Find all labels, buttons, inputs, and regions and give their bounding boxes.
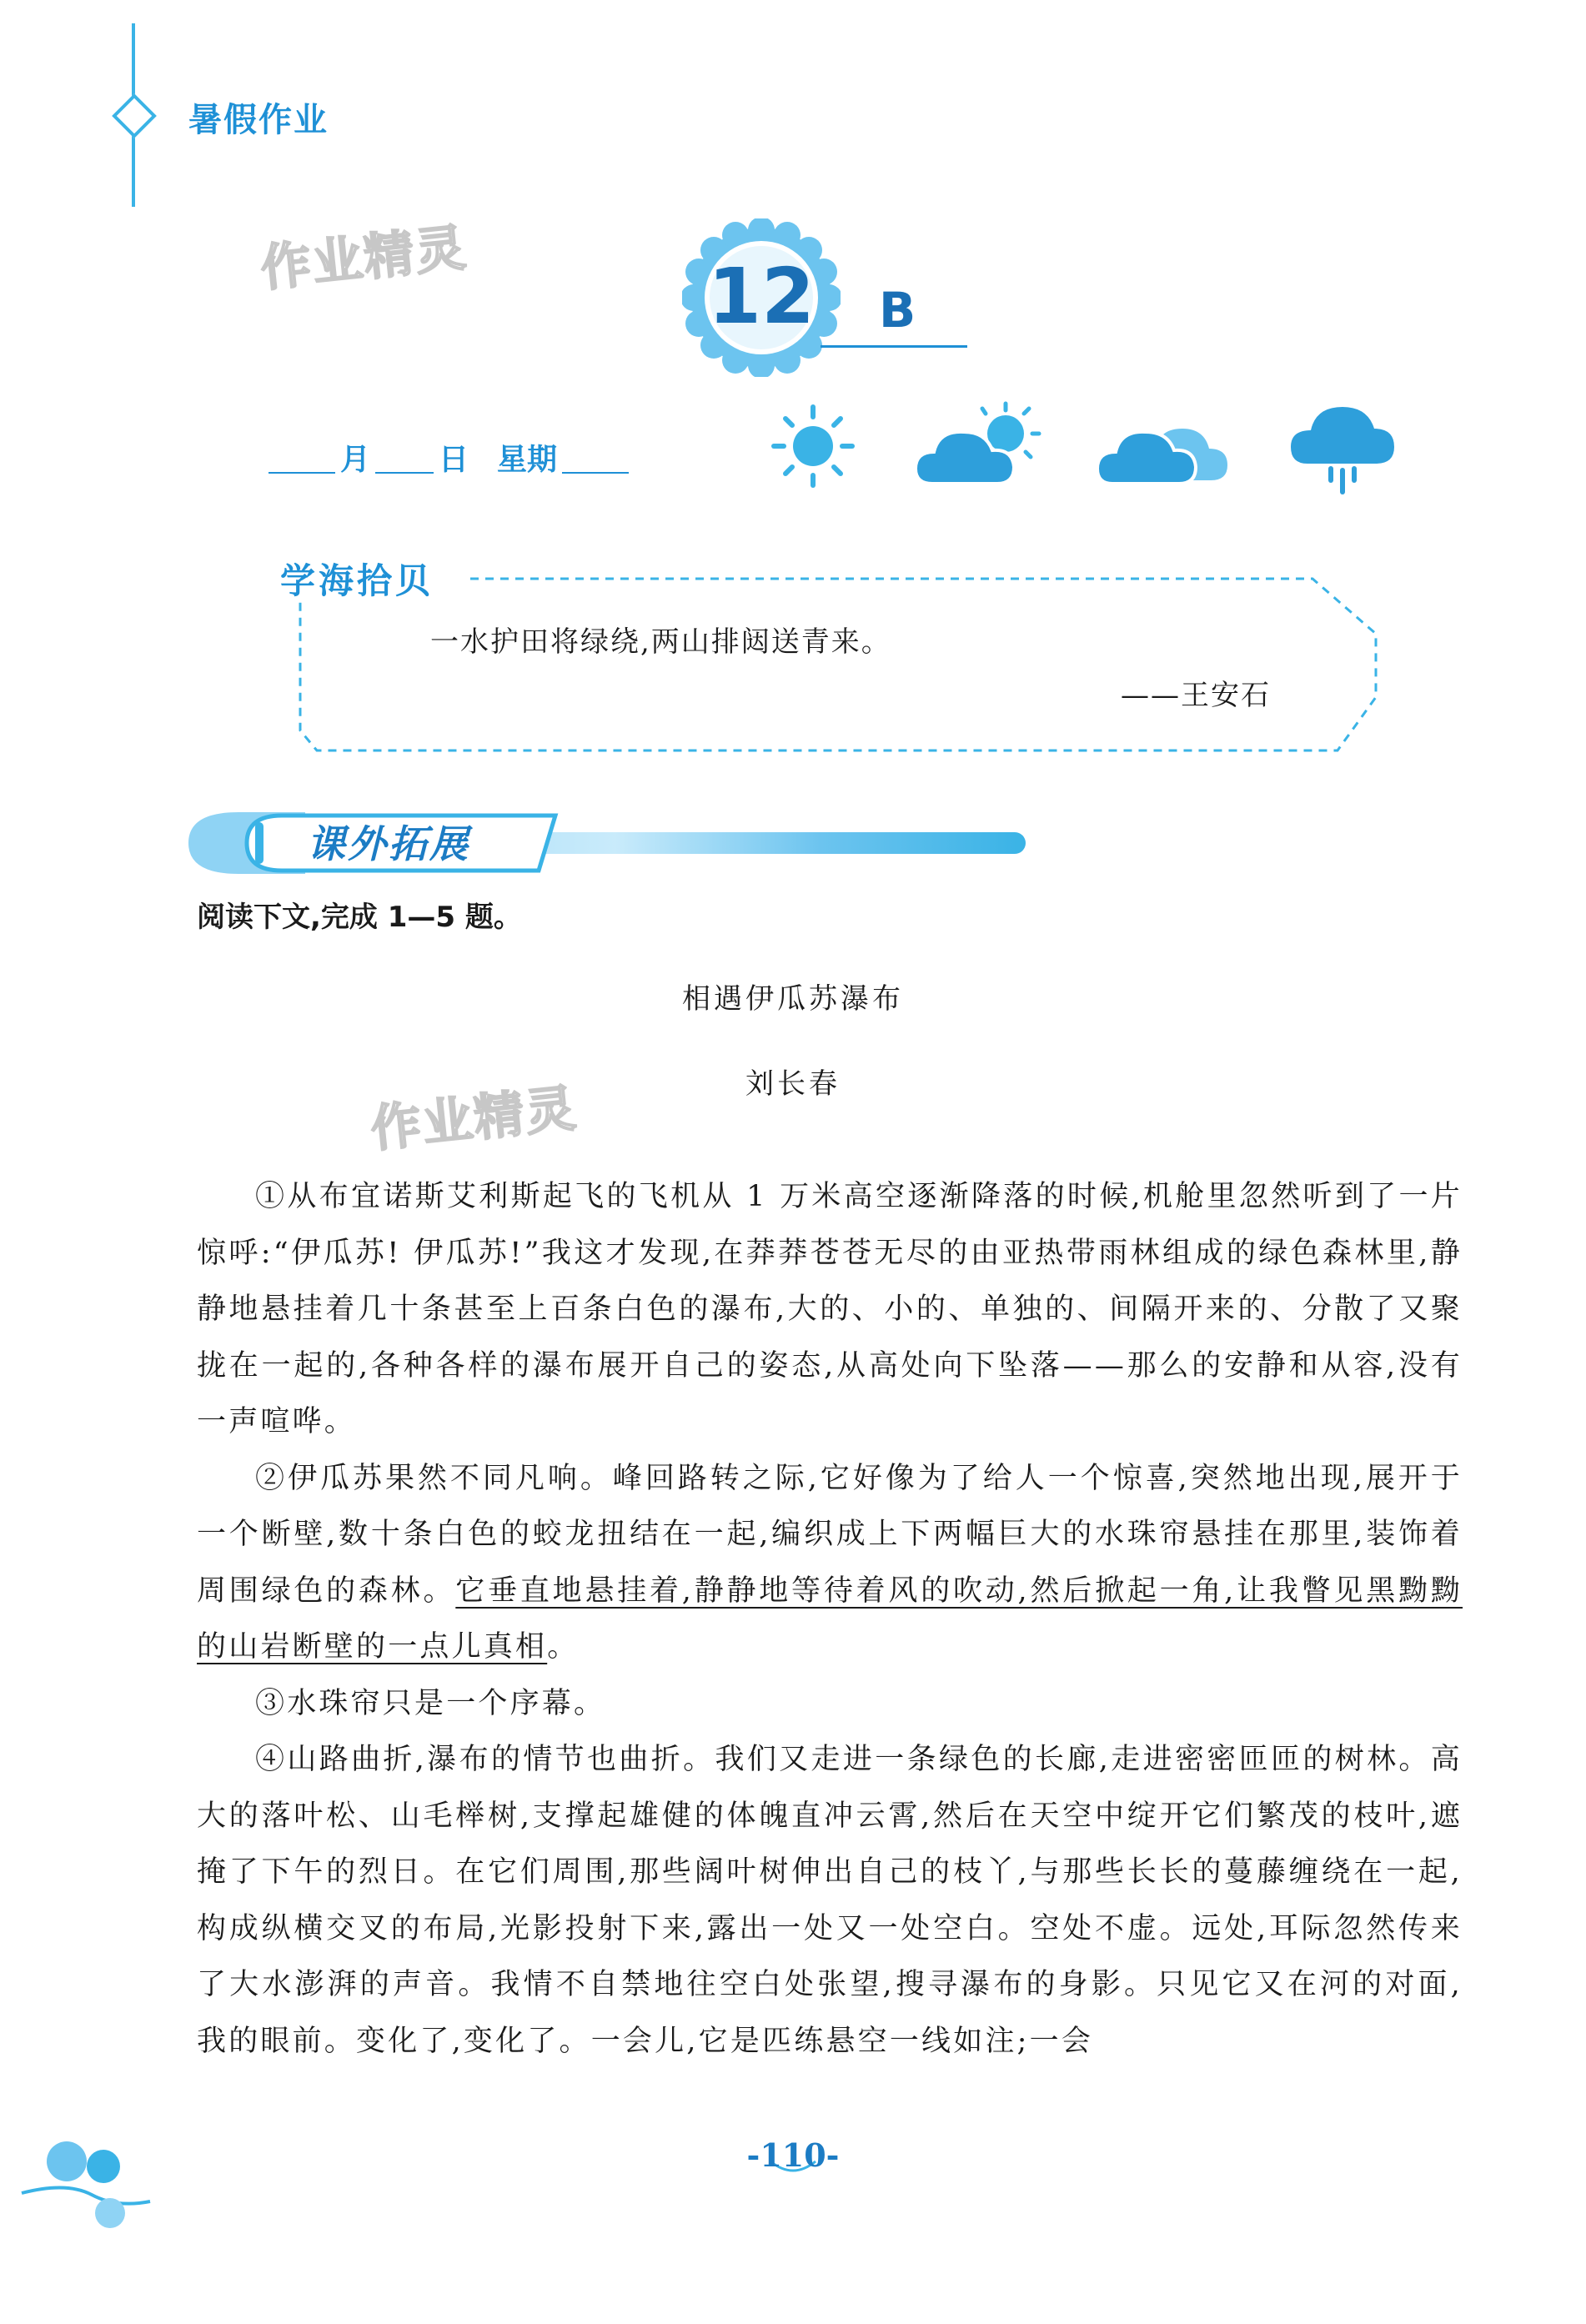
lesson-number: 12 bbox=[707, 252, 816, 341]
quote-text: 一水护田将绿绕,两山排闼送青来。 bbox=[430, 625, 891, 659]
day-blank[interactable] bbox=[375, 472, 434, 474]
watermark: 作业精灵 bbox=[258, 218, 470, 299]
paragraph-2-end: 。 bbox=[547, 1630, 580, 1664]
rainy-icon[interactable] bbox=[1289, 400, 1398, 500]
page-number bbox=[0, 2136, 1586, 2174]
quote-author: ——王安石 bbox=[1121, 679, 1271, 712]
day-label: 日 bbox=[439, 443, 469, 477]
banner-title: 课外拓展 bbox=[307, 821, 470, 866]
instruction: 阅读下文,完成 1—5 题。 bbox=[197, 901, 522, 934]
article-title: 相遇伊瓜苏瀑布 bbox=[682, 982, 904, 1016]
paragraph-3: ③水珠帘只是一个序幕。 bbox=[255, 1686, 606, 1720]
article-body bbox=[197, 1169, 1463, 2070]
watermark: 作业精灵 bbox=[368, 1079, 580, 1159]
quote-title: 学海拾贝 bbox=[280, 560, 434, 601]
header-title: 暑假作业 bbox=[188, 101, 329, 139]
page-number-value: 110 bbox=[760, 2136, 826, 2174]
lesson-badge bbox=[682, 218, 841, 377]
decorative-dots bbox=[17, 2118, 167, 2235]
section-letter: B bbox=[879, 282, 916, 339]
month-blank[interactable] bbox=[269, 472, 335, 474]
section-underline bbox=[821, 345, 967, 348]
weekday-blank[interactable] bbox=[562, 472, 629, 474]
paragraph-4: ④山路曲折,瀑布的情节也曲折。我们又走进一条绿色的长廊,走进密密匝匝的树林。高大的落叶松、山毛榉树,支撑起雄健的体魄直冲云霄,然后在天空中绽开它们繁茂的枝叶,遮掩了下午的烈日。在它们周围,那些阔叶树伸出自己的枝丫,与那些长长的蔓藤缠绕在一起,构成纵横交叉的布局,光影投射下来,露出一处又一处空白。空处不虚。远处,耳际忽然传来了大水澎湃的声音。我情不自禁地往空白处张望,搜寻瀑布的身影。只见它又在河的对面,我的眼前。变化了,变化了。一会儿,它是匹练悬空一线如注;一会 bbox=[197, 1743, 1463, 2058]
cloudy-icon[interactable] bbox=[1097, 400, 1231, 492]
diamond-icon bbox=[112, 93, 157, 138]
paragraph-1: ①从布宜诺斯艾利斯起飞的飞机从 1 万米高空逐渐降落的时候,机舱里忽然听到了一片惊呼:“伊瓜苏! 伊瓜苏!”我这才发现,在莽莽苍苍无尽的由亚热带雨林组成的绿色森林里,静静地悬挂着几十条甚至上百条白色的瀑布,大的、小的、单独的、间隔开来的、分散了又聚拢在一起的,各种各样的瀑布展开自己的姿态,从高处向下坠落——那么的安静和从容,没有一声喧哗。 bbox=[197, 1180, 1463, 1438]
paragraph-2 bbox=[197, 1451, 1463, 1676]
weekday-label: 星期 bbox=[497, 443, 558, 477]
sunny-icon[interactable] bbox=[767, 400, 859, 492]
underlined-sentence[interactable]: 它垂直地悬挂着,静静地等待着风的吹动,然后掀起一角,让我瞥见黑黝黝的山岩断壁的一点儿真相 bbox=[197, 1574, 1463, 1664]
article-author: 刘长春 bbox=[745, 1067, 841, 1101]
month-label: 月 bbox=[340, 443, 371, 477]
paragraph-2-start: ②伊瓜苏果然不同凡响。峰回路转之际,它好像为了给人一个惊喜,突然地出现,展开于一个断壁,数十条白色的蛟龙扭结在一起,编织成上下两幅巨大的水珠帘悬挂在那里,装饰着周围绿色的森林。 bbox=[197, 1461, 1463, 1608]
date-line bbox=[263, 432, 634, 479]
partly-cloudy-icon[interactable] bbox=[916, 400, 1049, 492]
page-number-dash-right: - bbox=[826, 2136, 840, 2174]
page-number-dash-left: - bbox=[746, 2136, 760, 2174]
